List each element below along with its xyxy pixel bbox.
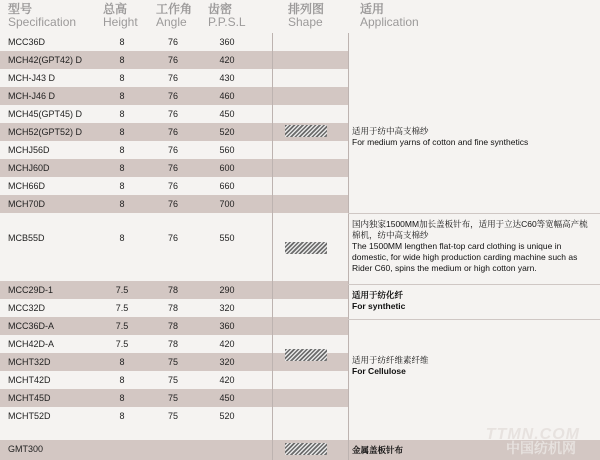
table-row <box>0 87 348 105</box>
cell-angle: 78 <box>167 339 178 349</box>
table-row <box>0 213 348 263</box>
cell-specification: MCH70D <box>8 199 46 209</box>
table-row <box>0 281 348 299</box>
cell-ppsl: 320 <box>219 303 235 313</box>
table-row <box>0 141 348 159</box>
cell-specification: MCH-J43 D <box>8 73 56 83</box>
cell-specification: MCHT32D <box>8 357 51 367</box>
cell-angle: 78 <box>167 303 178 313</box>
cell-height: 8 <box>119 37 125 47</box>
cell-ppsl: 430 <box>219 73 235 83</box>
cell-ppsl: 520 <box>219 411 235 421</box>
cell-angle: 76 <box>167 109 178 119</box>
cell-height: 8 <box>119 109 125 119</box>
cell-ppsl: 420 <box>219 339 235 349</box>
table-row <box>0 105 348 123</box>
cell-specification: MCHT52D <box>8 411 51 421</box>
cell-ppsl: 520 <box>219 127 235 137</box>
table-row <box>0 407 348 425</box>
cell-height: 7.5 <box>115 339 129 349</box>
shape-pattern-1 <box>285 125 327 137</box>
cell-height: 8 <box>119 145 125 155</box>
header-specification: 型号 Specification <box>8 2 77 29</box>
cell-ppsl: 450 <box>219 109 235 119</box>
cell-height: 8 <box>119 181 125 191</box>
application-medium-yarns: 适用于纺中高支棉纱 For medium yarns of cotton and fine synthetics <box>352 126 529 147</box>
cell-ppsl: 420 <box>219 375 235 385</box>
table-row <box>0 317 348 335</box>
cell-ppsl: 420 <box>219 55 235 65</box>
cell-angle: 76 <box>167 163 178 173</box>
table-row <box>0 299 348 317</box>
cell-specification: MCC36D-A <box>8 321 55 331</box>
cell-ppsl: 460 <box>219 91 235 101</box>
cell-angle: 76 <box>167 55 178 65</box>
cell-ppsl: 600 <box>219 163 235 173</box>
cell-angle: 76 <box>167 91 178 101</box>
column-divider <box>272 33 273 460</box>
table-row <box>0 371 348 389</box>
cell-height: 8 <box>119 127 125 137</box>
group-divider <box>348 319 600 320</box>
cell-height: 7.5 <box>115 321 129 331</box>
cell-ppsl: 290 <box>219 285 235 295</box>
cell-height: 7.5 <box>115 285 129 295</box>
cell-specification: MCH42D-A <box>8 339 55 349</box>
cell-height: 8 <box>119 375 125 385</box>
cell-angle: 75 <box>167 357 178 367</box>
cell-specification: MCC32D <box>8 303 46 313</box>
cell-angle: 76 <box>167 73 178 83</box>
cell-angle: 76 <box>167 37 178 47</box>
cell-height: 8 <box>119 357 125 367</box>
cell-ppsl: 360 <box>219 37 235 47</box>
cell-angle: 75 <box>167 411 178 421</box>
cell-angle: 78 <box>167 285 178 295</box>
cell-specification: MCC36D <box>8 37 46 47</box>
table-row <box>0 33 348 51</box>
table-row <box>0 195 348 213</box>
cell-height: 8 <box>119 393 125 403</box>
cell-height: 7.5 <box>115 303 129 313</box>
cell-specification: MCC29D-1 <box>8 285 54 295</box>
cell-specification: MCHT45D <box>8 393 51 403</box>
cell-angle: 76 <box>167 127 178 137</box>
header-application: 适用 Application <box>360 2 419 29</box>
cell-specification: GMT300 <box>8 444 44 454</box>
column-divider <box>348 33 349 460</box>
cell-ppsl: 360 <box>219 321 235 331</box>
watermark: TTMN.COM <box>485 426 580 443</box>
cell-angle: 76 <box>167 199 178 209</box>
table-row <box>0 177 348 195</box>
cell-angle: 76 <box>167 145 178 155</box>
watermark-cn: 中国纺机网 <box>506 440 576 456</box>
shape-pattern-4 <box>285 443 327 455</box>
header-height: 总高 Height <box>103 2 138 29</box>
cell-specification: MCHJ56D <box>8 145 50 155</box>
cell-height: 8 <box>119 411 125 421</box>
table-row <box>0 51 348 69</box>
cell-ppsl: 560 <box>219 145 235 155</box>
cell-specification: MCH45(GPT45) D <box>8 109 83 119</box>
table-row <box>0 159 348 177</box>
shape-pattern-2 <box>285 242 327 254</box>
application-metal-flat: 金属盖板针布 <box>352 445 404 455</box>
cell-height: 8 <box>119 55 125 65</box>
table-row <box>0 389 348 407</box>
group-divider <box>348 213 600 214</box>
cell-specification: MCB55D <box>8 233 45 243</box>
cell-ppsl: 700 <box>219 199 235 209</box>
cell-ppsl: 550 <box>219 233 235 243</box>
group-divider <box>348 284 600 285</box>
application-cellulose: 适用于纺纤维素纤维 For Cellulose <box>352 355 429 376</box>
cell-ppsl: 660 <box>219 181 235 191</box>
cell-angle: 76 <box>167 233 178 243</box>
application-lengthen-flat: 国内独家1500MM加长盖板针布，适用于立达C60等宽幅高产梳棉机，纺中高支棉纱 The 1500MM lengthen flat-top card clothing is unique in domestic, for wide high production carding machine such as Rider C60, spins the medium or high cotton yarn. <box>352 219 588 273</box>
cell-specification: MCH-J46 D <box>8 91 56 101</box>
header-shape: 排列图 Shape <box>288 2 325 29</box>
cell-specification: MCHT42D <box>8 375 51 385</box>
cell-angle: 75 <box>167 375 178 385</box>
cell-height: 8 <box>119 199 125 209</box>
table-header <box>0 0 600 33</box>
header-ppsl: 齿密 P.P.S.L <box>208 2 246 29</box>
cell-angle: 78 <box>167 321 178 331</box>
cell-ppsl: 320 <box>219 357 235 367</box>
table-row <box>0 69 348 87</box>
cell-specification: MCH42(GPT42) D <box>8 55 83 65</box>
cell-height: 8 <box>119 233 125 243</box>
cell-specification: MCHJ60D <box>8 163 50 173</box>
cell-height: 8 <box>119 91 125 101</box>
shape-pattern-3 <box>285 349 327 361</box>
header-angle: 工作角 Angle <box>156 2 193 29</box>
application-synthetic: 适用于纺化纤 For synthetic <box>352 290 406 311</box>
cell-ppsl: 450 <box>219 393 235 403</box>
cell-angle: 76 <box>167 181 178 191</box>
cell-angle: 75 <box>167 393 178 403</box>
cell-height: 8 <box>119 163 125 173</box>
cell-specification: MCH52(GPT52) D <box>8 127 83 137</box>
cell-specification: MCH66D <box>8 181 46 191</box>
cell-height: 8 <box>119 73 125 83</box>
